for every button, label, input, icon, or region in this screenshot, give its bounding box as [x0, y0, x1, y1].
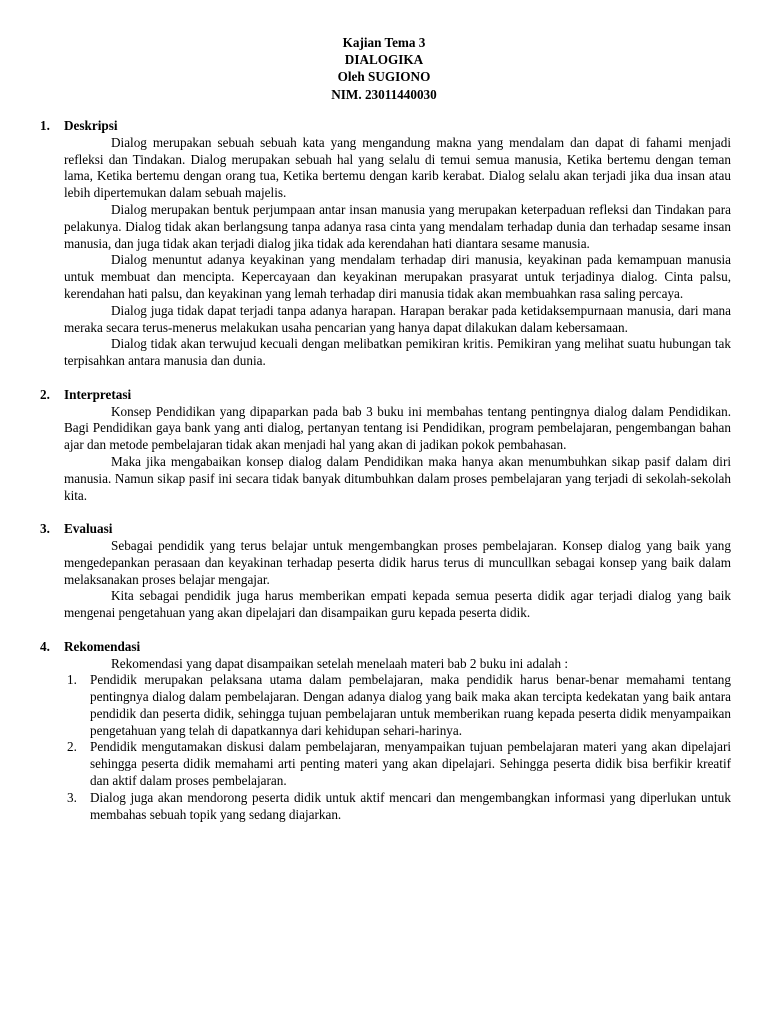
paragraph: Maka jika mengabaikan konsep dialog dalam Pendidikan maka hanya akan menumbuhkan sikap pasif dalam diri manusia. Namun sikap pasif ini secara tidak banyak ditumbuhkan dalam proses pembelajaran yang terjadi di sekolah-sekolah kita. [64, 453, 731, 503]
list-item-text: Dialog juga akan mendorong peserta didik untuk aktif mencari dan mengembangkan informasi yang diperlukan untuk membahas sebuah topik yang sedang diajarkan. [90, 789, 731, 822]
section-heading [40, 638, 731, 656]
paragraph: Konsep Pendidikan yang dipaparkan pada bab 3 buku ini membahas tentang pentingnya dialog dalam Pendidikan. Bagi Pendidikan gaya bank yang anti dialog, pertanyan tentang isi Pendidikan, program pembelajaran, pengembangan bahan ajar dan metode pembelajaran tidak akan menjadi hal yang akan di jadikan pokok pembahasan. [64, 403, 731, 453]
list-item-number: 3. [67, 789, 77, 805]
document-title-block [0, 34, 768, 103]
section-title: Rekomendasi [64, 638, 141, 654]
section-number: 1. [40, 118, 50, 133]
list-item [64, 739, 731, 789]
section-number: 2. [40, 386, 50, 402]
recommendation-list [64, 672, 731, 823]
section-rekomendasi [40, 638, 731, 824]
recommendation-intro: Rekomendasi yang dapat disampaikan setelah menelaah materi bab 2 buku ini adalah : [111, 655, 569, 671]
section-interpretasi [40, 386, 731, 505]
list-item [64, 672, 731, 739]
section-heading [40, 386, 731, 404]
document-body [40, 118, 731, 840]
list-item-text: Pendidik mengutamakan diskusi dalam pembelajaran, menyampaikan tujuan pembelajaran materi yang akan dipelajari sehingga peserta didik memahami arti penting materi yang akan dipelajari. Sehingga peserta didik bisa berfikir kreatif dan aktif dalam proses pembelajaran. [90, 739, 731, 789]
paragraph: Dialog merupakan sebuah sebuah kata yang mengandung makna yang mendalam dan dapat di fahami menjadi refleksi dan Tindakan. Dialog merupakan sebuah hal yang selalu di temui semua manusia, Ketika bertemu dengan teman lama, Ketika bertemu dengan orang tua, Ketika bertemu dengan karib kerabat. Dialog selalu akan terjadi jika dua insan atau lebih dipertemukan dalam sebuah majelis. [64, 134, 731, 201]
paragraph: Dialog menuntut adanya keyakinan yang mendalam terhadap diri manusia, keyakinan pada kemampuan manusia untuk membuat dan mencipta. Kepercayaan dan keyakinan merupakan prasyarat untuk terjadinya dialog. Cinta palsu, kerendahan hati palsu, dan keyakinan yang lemah terhadap diri manusia tidak akan membuahkan rasa saling percaya. [64, 252, 731, 301]
paragraph: Dialog tidak akan terwujud kecuali dengan melibatkan pemikiran kritis. Pemikiran yang melihat suatu hubungan tak terpisahkan antara manusia dan dunia. [64, 336, 731, 369]
section-title: Deskripsi [64, 118, 118, 133]
paragraph: Kita sebagai pendidik juga harus memberikan empati kepada semua peserta didik agar terjadi dialog yang baik mengenai pengetahuan yang akan dipelajari dan disampaikan guru kepada peserta didik. [64, 588, 731, 621]
section-deskripsi [40, 118, 731, 370]
section-number: 3. [40, 521, 50, 537]
list-item-text: Pendidik merupakan pelaksana utama dalam pembelajaran, maka pendidik harus benar-benar memahami tentang pentingnya dialog dalam pembelajaran. Dengan adanya dialog yang baik maka akan tercipta kedekatan yang baik antara pendidik dan peserta didik, sehingga tujuan pembelajaran untuk memberikan ruang kepada peserta didik menyampaikan pengetahuan yang telah di dapatkannya dari kehidupan sehari-harinya. [90, 672, 731, 738]
list-item-number: 2. [67, 739, 77, 755]
section-title: Interpretasi [64, 386, 132, 402]
author-line: Oleh SUGIONO [337, 69, 431, 85]
paragraph: Sebagai pendidik yang terus belajar untuk mengembangkan proses pembelajaran. Konsep dialog yang baik yang mengedepankan perasaan dan keyakinan terhadap peserta didik harus terus di muncullkan sebagai konsep yang baik dalam melaksanakan proses belajar mengajar. [64, 537, 731, 587]
paragraph: Dialog merupakan bentuk perjumpaan antar insan manusia yang merupakan keterpaduan refleksi dan Tindakan para pelakunya. Dialog tidak akan berlangsung tanpa adanya rasa cinta yang mendalam terhadap dunia dan terhadap sesame insan manusia, dan juga tidak akan terjadi dialog jika tidak ada kerendahan hati diantara sesame manusia. [64, 201, 731, 251]
section-number: 4. [40, 638, 50, 654]
paragraph: Dialog juga tidak dapat terjadi tanpa adanya harapan. Harapan berakar pada ketidaksempurnaan manusia, dari mana meraka secara terus-menerus melakukan usaha pencarian yang hanya dapat dilakukan dalam kebersamaan. [64, 302, 731, 335]
section-heading [40, 521, 731, 538]
section-evaluasi [40, 521, 731, 622]
list-item [64, 790, 731, 824]
student-id-line: NIM. 23011440030 [331, 86, 437, 102]
section-title: Evaluasi [64, 521, 113, 537]
list-item-number: 1. [67, 672, 77, 688]
title-line-1: Kajian Tema 3 [342, 35, 426, 50]
title-line-2: DIALOGIKA [344, 52, 424, 68]
section-heading [40, 118, 731, 135]
